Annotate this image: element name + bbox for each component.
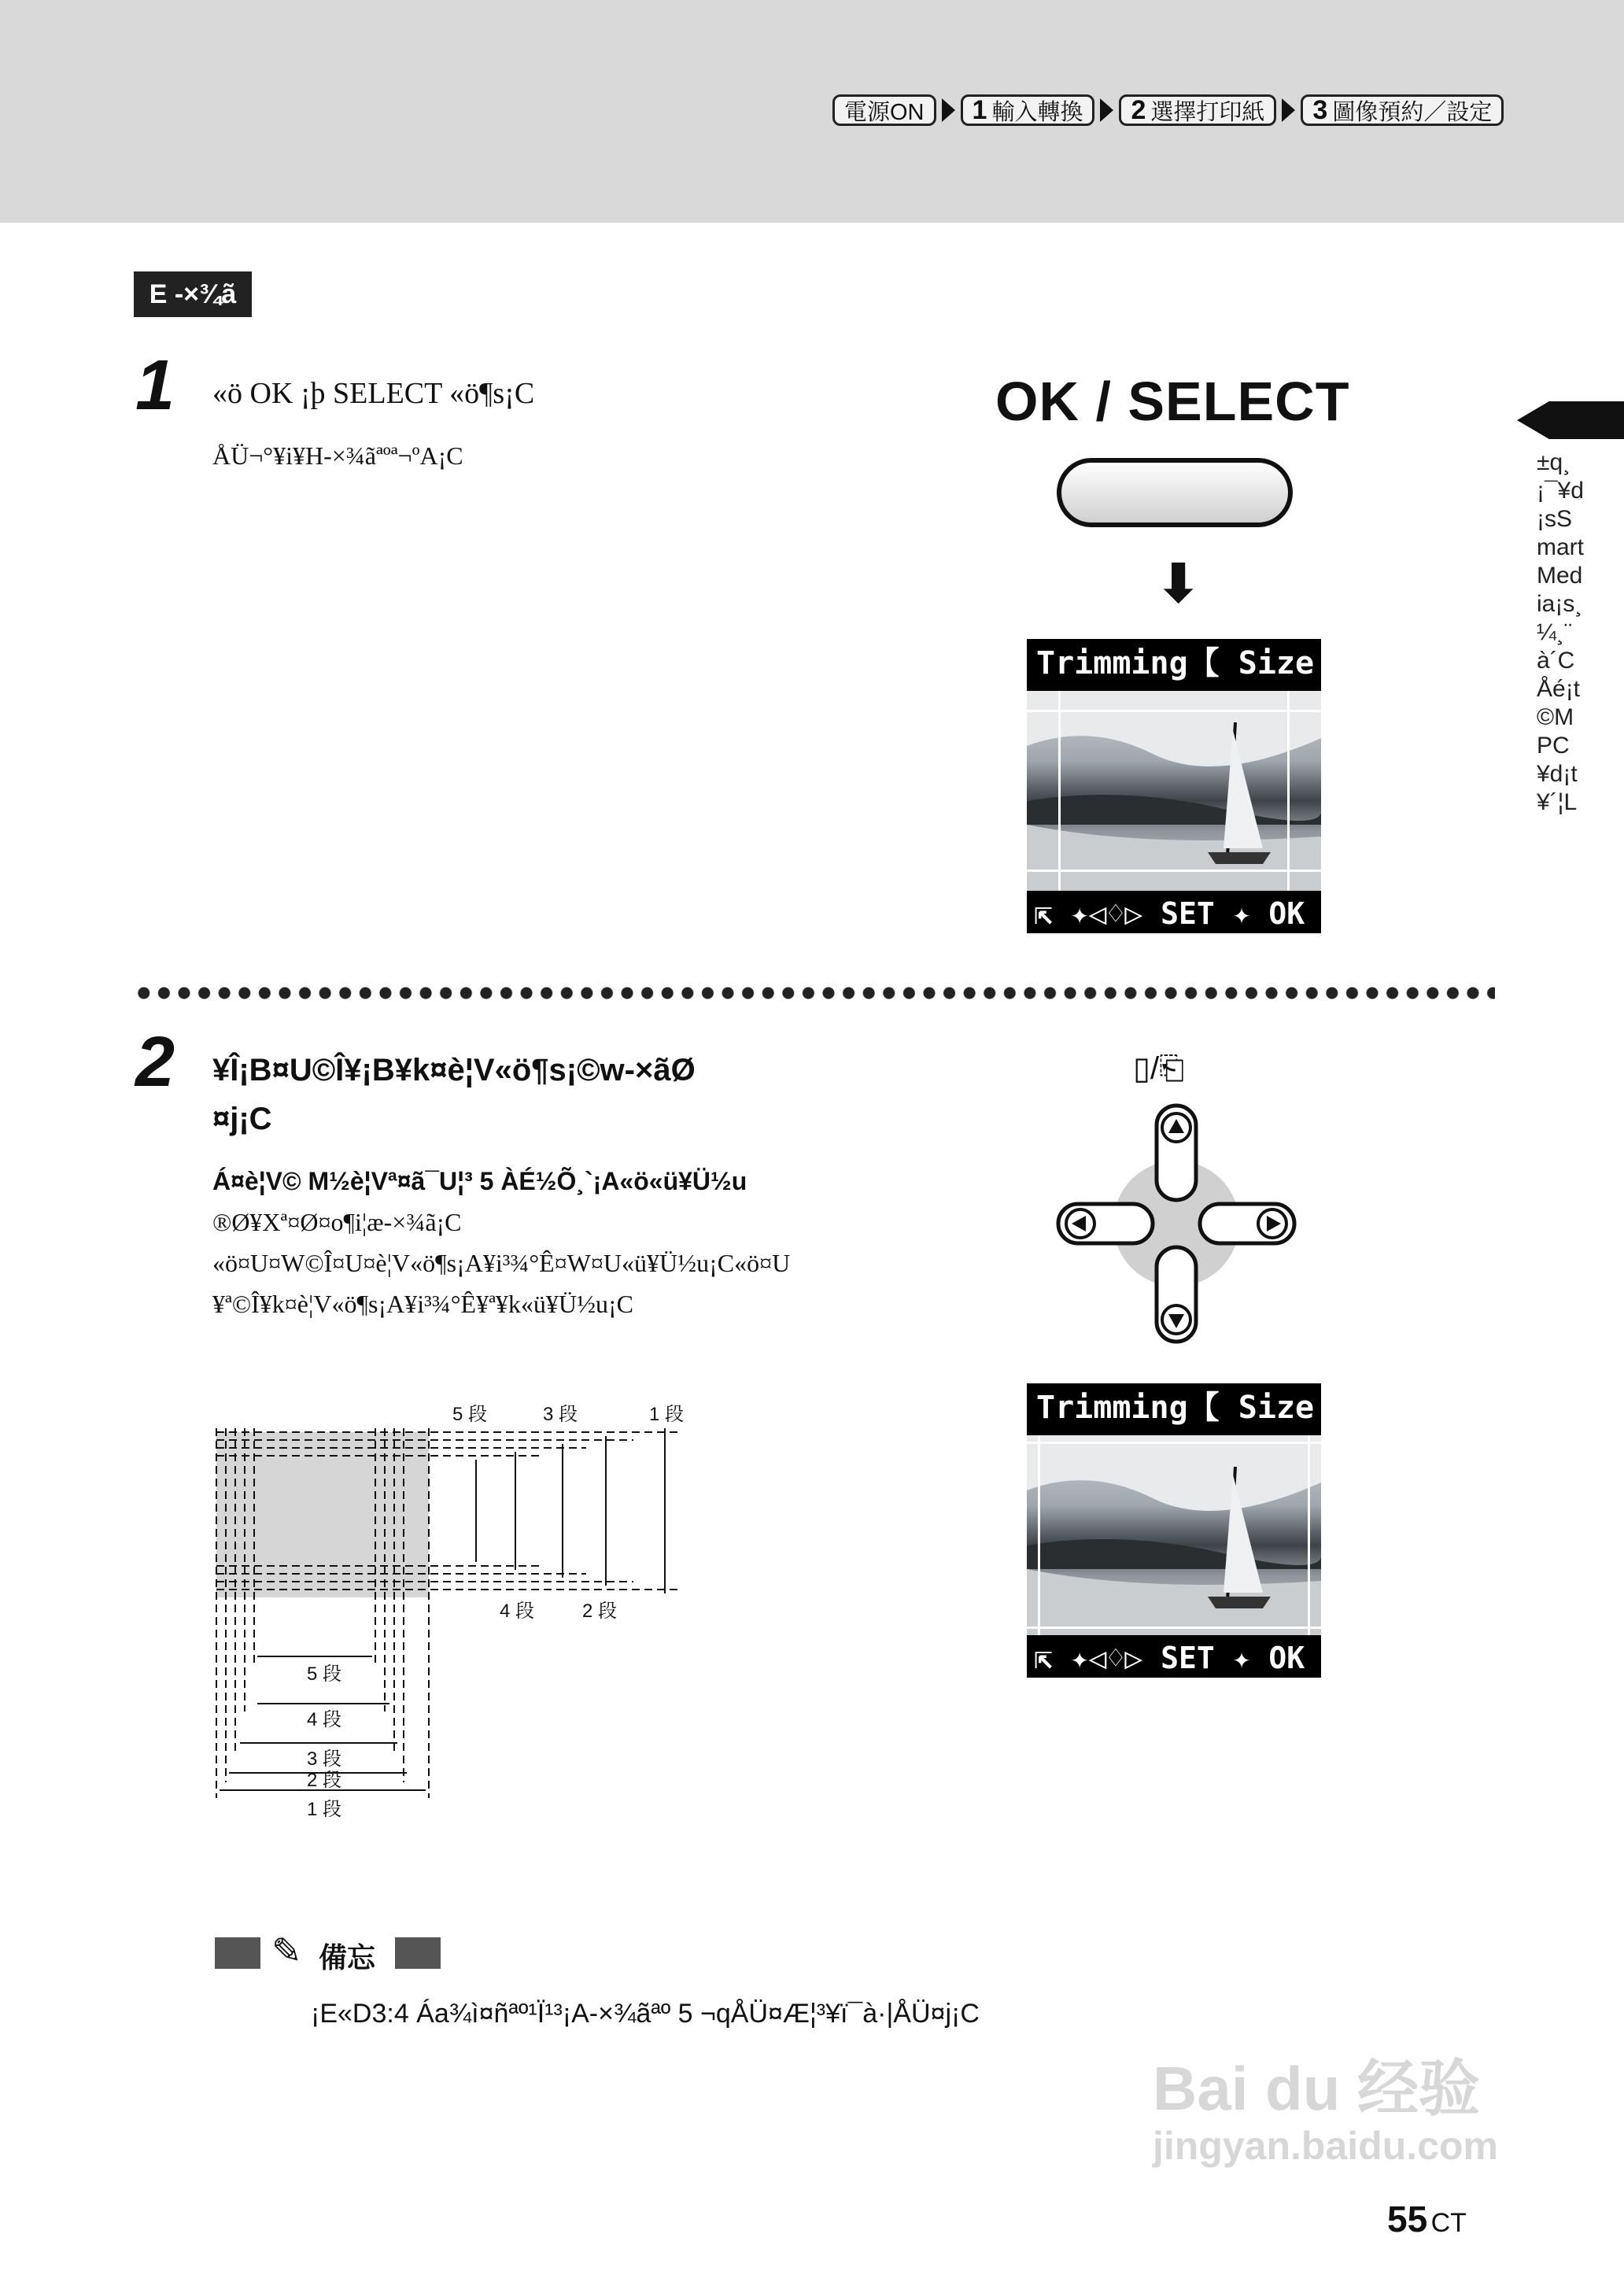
step-1-number: 1 [135,346,175,425]
diagram-label: 4 段 [307,1709,342,1730]
lcd-title: Trimming【 Size 】 [1036,1390,1365,1426]
breadcrumb [832,91,1504,129]
page-number [1387,2198,1467,2240]
diagram-label: 1 段 [649,1404,685,1425]
memo-text: ¡E«D3:4 Áa¾ì¤ñªº¹Ï¹³¡A-×¾ãªº 5 ¬qÅÜ¤Æ¦³¥ï¯à·|ÅÜ¤j¡C [311,1999,980,2029]
breadcrumb-label: 圖像預約／設定 [1332,99,1493,125]
breadcrumb-step-number: 2 [1131,94,1146,125]
watermark-url: jingyan.baidu.com [1153,2124,1498,2168]
pencil-icon: ✎ [271,1930,302,1971]
step-2-body-line1: Á¤è¦V© M½è¦Vª¤ã¯U¦³ 5 ÀÉ½Õ¸`¡A«ö«ü¥Ü½u [212,1167,747,1195]
step-2-body-line2: ®Ø¥Xª¤Ø¤o¶i¦æ-×¾ã¡C [212,1208,462,1236]
memo-bar-left [215,1937,260,1969]
breadcrumb-step-number: 1 [972,94,987,125]
step-2-title-line1: ¥Î¡B¤U©Î¥¡B¥k¤è¦V«ö¶s¡©w-×ãØ [212,1053,696,1087]
diagram-label: 4 段 [500,1601,535,1622]
trimming-size-diagram [209,1397,744,1837]
step-2-title-line2: ¤j¡C [212,1102,272,1136]
page-number-suffix: CT [1430,2208,1467,2238]
breadcrumb-power-on [832,94,936,126]
breadcrumb-arrow-icon [942,98,955,122]
side-tab-marker [1517,401,1624,439]
breadcrumb-arrow-icon [1100,98,1113,122]
diagram-label: 5 段 [452,1404,488,1425]
dpad-label: ▯/⎗ [1133,1051,1185,1086]
lcd-screen-step1 [1027,639,1365,933]
breadcrumb-label: 輸入轉換 [991,99,1083,125]
breadcrumb-select-paper [1119,94,1276,126]
breadcrumb-image-settings [1301,94,1504,126]
dpad-icon [1050,1098,1302,1350]
ok-select-label: OK / SELECT [995,371,1350,432]
diagram-label: 3 段 [307,1748,342,1770]
side-tab-text: ±q¸¡¯¥d¡sSmart Media¡s¸¼¸¨à´CÅé¡t©M PC¥d¡t¥´¦L [1537,449,1584,815]
lcd-status-bar: ⇱ ✦◁♢▷ SET ✦ OK [1035,1641,1305,1675]
page-number-value: 55 [1387,2199,1428,2239]
step-1-body: ÅÜ¬°¥i¥H-×¾ãªºª¬ºA¡C [212,441,463,470]
lcd-screen-step2 [1027,1383,1365,1678]
diagram-label: 2 段 [582,1601,618,1622]
step-2-body-line3: «ö¤U¤W©Î¤U¤è¦V«ö¶s¡A¥i³¾°Ê¤W¤U«ü¥Ü½u¡C«ö¤U [212,1249,791,1277]
diagram-label: 5 段 [307,1663,342,1685]
lcd-status-bar: ⇱ ✦◁♢▷ SET ✦ OK [1035,896,1305,931]
breadcrumb-arrow-icon [1282,98,1295,122]
step-2-body-line4: ¥ª©Î¥k¤è¦V«ö¶s¡A¥i³¾°Ê¥ª¥k«ü¥Ü½u¡C [212,1290,633,1318]
diagram-label: 2 段 [307,1770,342,1791]
breadcrumb-step-number: 3 [1312,94,1328,125]
breadcrumb-label: 電源ON [844,99,925,125]
sailboat-photo [1027,691,1321,891]
section-label: E -×¾ã [134,271,252,317]
step-1-title: «ö OK ¡þ SELECT «ö¶s¡C [212,377,535,410]
memo-title: 備忘 [319,1941,376,1974]
down-arrow-icon: ⬇ [1157,554,1201,612]
breadcrumb-input-switch [961,94,1095,126]
lcd-title: Trimming【 Size 】 [1036,645,1365,681]
sailboat-illustration [1027,691,1321,891]
memo-bar-right [395,1937,441,1969]
diagram-label: 1 段 [307,1799,342,1820]
dotted-separator [134,986,1495,1000]
watermark-logo: Bai du 经验 [1153,2054,1481,2123]
breadcrumb-label: 選擇打印紙 [1150,99,1265,125]
sailboat-photo [1027,1435,1321,1635]
diagram-label: 3 段 [543,1404,578,1425]
sailboat-illustration [1027,1435,1321,1635]
ok-select-button [1057,458,1293,527]
watermark [1153,2054,1498,2169]
step-2-number: 2 [135,1023,175,1102]
